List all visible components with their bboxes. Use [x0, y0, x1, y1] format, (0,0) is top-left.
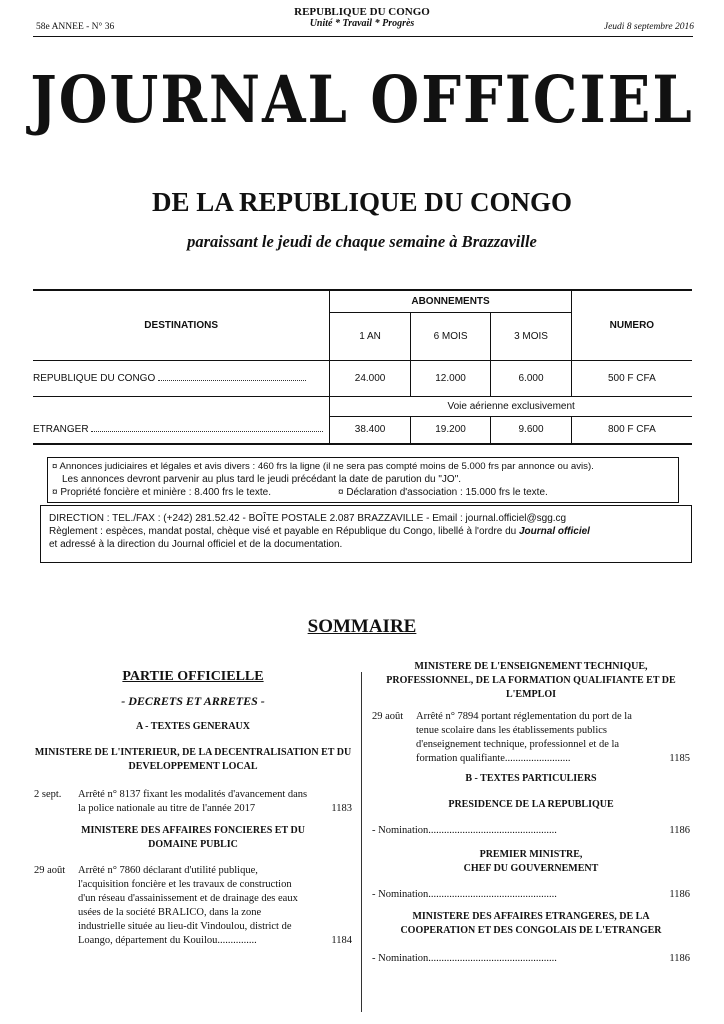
sommaire-right-column: [372, 660, 690, 966]
ministry-heading: MINISTERE DES AFFAIRES FONCIERES ET DU DOMAINE PUBLIC: [81, 825, 305, 850]
congo-6mois: 12.000: [410, 360, 490, 396]
ministry-heading: MINISTERE DES AFFAIRES ETRANGERES, DE LA COOPERATION ET DES CONGOLAIS DE L'ETRANGER: [400, 911, 662, 936]
list-item: [34, 788, 352, 816]
congo-1an: 24.000: [330, 360, 410, 396]
destination-etranger: ETRANGER: [33, 424, 89, 435]
issue-number: 58e ANNEE - N° 36: [36, 22, 115, 32]
column-divider: [361, 672, 362, 1012]
decrets-heading: - DECRETS ET ARRETES -: [121, 694, 265, 708]
sommaire-title: SOMMAIRE: [307, 616, 417, 637]
entry-text: Arrêté n° 7860 déclarant d'utilité publique, l'acquisition foncière et les travaux de construction d'un réseau d'assainissement et de drainage des eaux usées de la société BRALICO, dans la zone industrielle située au lieu-dit Vindoulou, district de Loango, département du Kouilou...............: [78, 865, 298, 946]
ministry-heading: MINISTERE DE L'INTERIEUR, DE LA DECENTRALISATION ET DU DEVELOPPEMENT LOCAL: [34, 747, 352, 772]
contact-reglement: Règlement : espèces, mandat postal, chèque visé et payable en République du Congo, libellé à l'ordre du: [49, 526, 517, 537]
etranger-numero: 800 F CFA: [571, 416, 692, 444]
destination-congo: REPUBLIQUE DU CONGO: [33, 372, 156, 384]
entry-page: 1183: [331, 803, 352, 814]
ministry-heading: MINISTERE DE L'ENSEIGNEMENT TECHNIQUE, PROFESSIONNEL, DE LA FORMATION QUALIFIANTE ET DE L'EMPLOI: [386, 661, 676, 700]
entry-date: 29 août: [372, 711, 404, 722]
entry-page: 1186: [669, 889, 690, 900]
leader-dots: [91, 431, 323, 432]
period-6mois: 6 MOIS: [410, 312, 490, 360]
destinations-header: DESTINATIONS: [33, 290, 330, 360]
notice-deadline: Les annonces devront parvenir au plus tard le jeudi précédant la date de parution du "JO".: [62, 474, 462, 485]
subscription-table: [33, 289, 692, 445]
partie-officielle: PARTIE OFFICIELLE: [122, 669, 264, 684]
contact-journal-name: Journal officiel: [519, 526, 590, 537]
contact-direction: DIRECTION : TEL./FAX : (+242) 281.52.42 - BOÎTE POSTALE 2.087 BRAZZAVILLE - Email : journal.officiel@sgg.cg: [49, 513, 567, 524]
period-3mois: 3 MOIS: [491, 312, 571, 360]
contact-box: [40, 505, 692, 563]
issue-date: Jeudi 8 septembre 2016: [603, 22, 694, 32]
etranger-3mois: 9.600: [491, 416, 571, 444]
entry-page: 1186: [669, 825, 690, 836]
entry-text: - Nomination.................................................: [372, 889, 557, 900]
ministry-heading: PRESIDENCE DE LA REPUBLIQUE: [448, 799, 614, 810]
ministry-heading: CHEF DU GOUVERNEMENT: [463, 863, 599, 874]
list-item: [372, 952, 690, 966]
abonnements-header: ABONNEMENTS: [330, 290, 571, 312]
sommaire-left-column: [34, 670, 352, 948]
list-item: [372, 888, 690, 902]
country-name: REPUBLIQUE DU CONGO: [294, 6, 430, 18]
section-textes-particuliers: B - TEXTES PARTICULIERS: [465, 773, 597, 784]
entry-page: 1186: [669, 953, 690, 964]
list-item: [372, 710, 690, 766]
numero-header: NUMERO: [571, 290, 692, 360]
section-textes-generaux: A - TEXTES GENERAUX: [135, 721, 250, 732]
entry-page: 1185: [669, 753, 690, 764]
etranger-1an: 38.400: [330, 416, 410, 444]
entry-text: - Nomination.................................................: [372, 953, 557, 964]
notice-annonces: ¤ Annonces judiciaires et légales et avis divers : 460 frs la ligne (il ne sera pas compté moins de 5.000 frs par annonce ou avis).: [52, 461, 594, 472]
journal-title: JOURNAL OFFICIEL: [30, 62, 694, 139]
etranger-6mois: 19.200: [410, 416, 490, 444]
entry-text: - Nomination.................................................: [372, 825, 557, 836]
notice-association: ¤ Déclaration d'association : 15.000 frs le texte.: [338, 487, 548, 498]
journal-subtitle: DE LA REPUBLIQUE DU CONGO: [151, 187, 573, 217]
table-row: [33, 360, 692, 396]
notice-propriete: ¤ Propriété foncière et minière : 8.400 frs le texte.: [52, 487, 271, 498]
list-item: [372, 824, 690, 838]
table-row: [33, 416, 692, 444]
list-item: [34, 864, 352, 948]
air-note: Voie aérienne exclusivement: [330, 396, 692, 416]
journal-tagline: paraissant le jeudi de chaque semaine à Brazzaville: [187, 232, 537, 251]
notices-box: [47, 457, 679, 503]
entry-text: Arrêté n° 8137 fixant les modalités d'avancement dans la police nationale au titre de l'année 2017: [78, 789, 308, 814]
congo-3mois: 6.000: [491, 360, 571, 396]
entry-text: Arrêté n° 7894 portant réglementation du port de la tenue scolaire dans les établissements publics d'enseignement technique, professionnel et de la formation qualifiante.........................: [416, 711, 632, 764]
contact-address: et adressé à la direction du Journal officiel et de la documentation.: [49, 539, 343, 550]
header-rule: [33, 36, 693, 37]
entry-page: 1184: [331, 935, 352, 946]
entry-date: 29 août: [34, 865, 66, 876]
period-1an: 1 AN: [330, 312, 410, 360]
leader-dots: [158, 380, 306, 381]
ministry-heading: PREMIER MINISTRE,: [479, 849, 583, 860]
national-motto: Unité * Travail * Progrès: [309, 18, 415, 29]
congo-numero: 500 F CFA: [571, 360, 692, 396]
entry-date: 2 sept.: [34, 789, 62, 800]
